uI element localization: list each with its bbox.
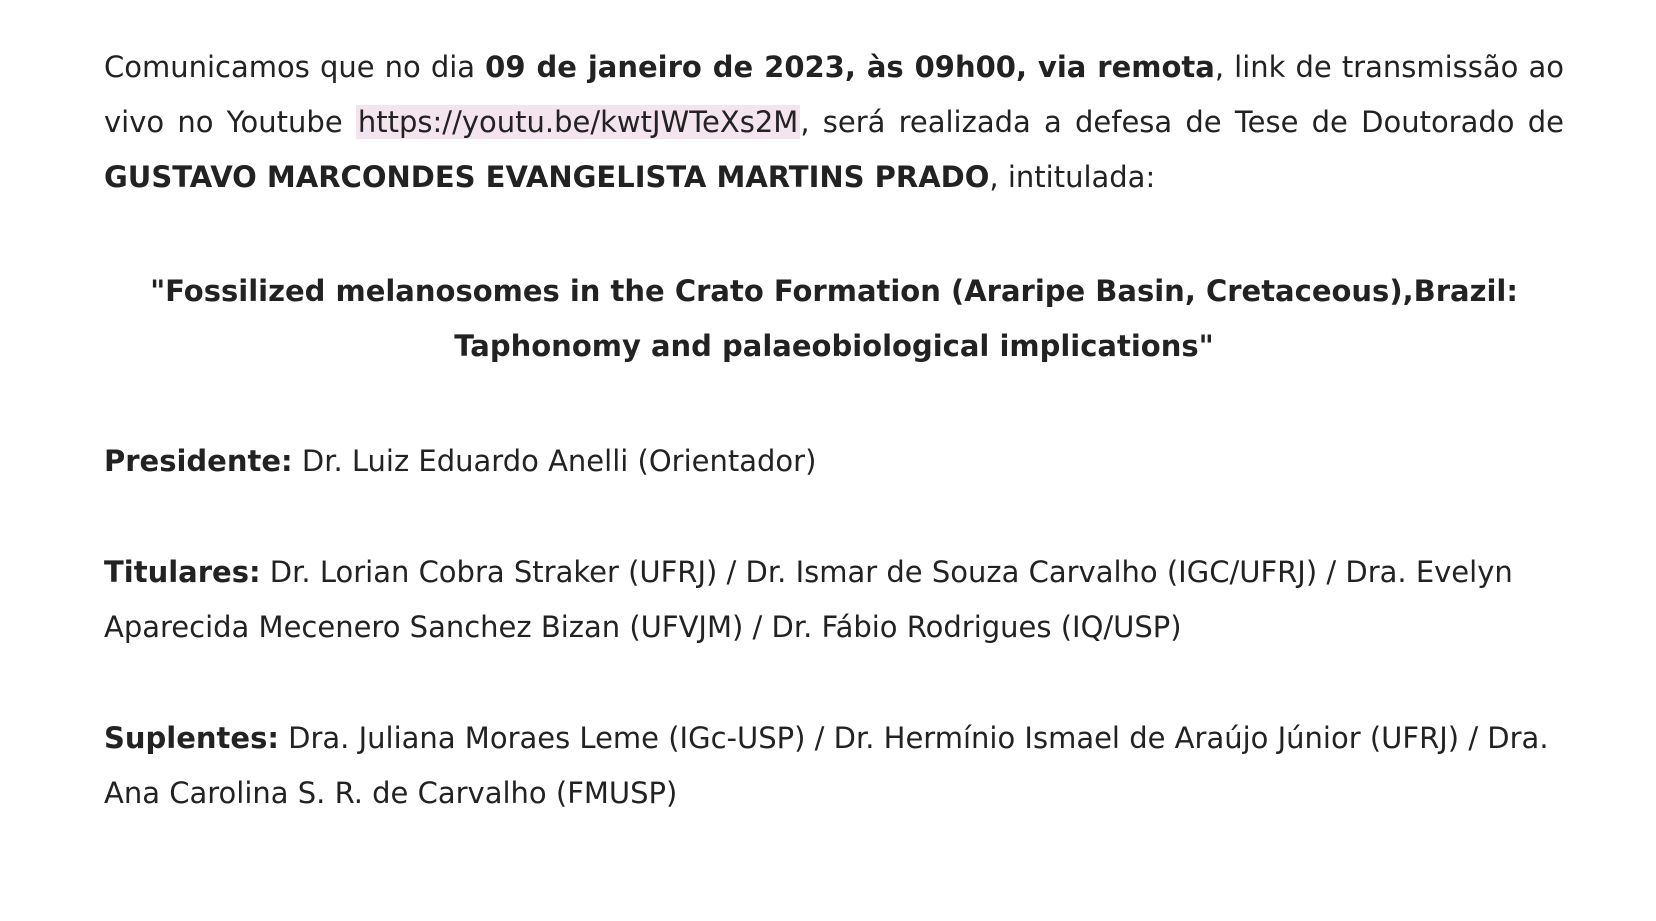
announcement-paragraph bbox=[104, 40, 1564, 205]
presidente-row bbox=[104, 434, 1564, 489]
announcement-text-4: , intitulada: bbox=[989, 160, 1156, 194]
announcement-text-1: Comunicamos que no dia bbox=[104, 50, 486, 84]
youtube-link[interactable]: https://youtu.be/kwtJWTeXs2M bbox=[357, 105, 799, 139]
thesis-title-line-1: "Fossilized melanosomes in the Crato Formation (Araripe Basin, Cretaceous),Brazil: bbox=[150, 274, 1518, 308]
suplentes-value: Dra. Juliana Moraes Leme (IGc-USP) / Dr. Hermínio Ismael de Araújo Júnior (UFRJ) / Dra. Ana Carolina S. R. de Carvalho (FMUSP) bbox=[104, 721, 1549, 810]
defense-date-time: 09 de janeiro de 2023, às 09h00, via remota bbox=[485, 50, 1215, 84]
suplentes-label: Suplentes: bbox=[104, 721, 279, 755]
announcement-text-3: , será realizada a defesa de Tese de Doutorado de bbox=[800, 105, 1564, 139]
suplentes-row bbox=[104, 711, 1564, 821]
thesis-title bbox=[104, 264, 1564, 374]
presidente-label: Presidente: bbox=[104, 444, 293, 478]
titulares-row bbox=[104, 545, 1564, 655]
thesis-title-line-2: Taphonomy and palaeobiological implications" bbox=[454, 329, 1214, 363]
presidente-value: Dr. Luiz Eduardo Anelli (Orientador) bbox=[292, 444, 817, 478]
titulares-value: Dr. Lorian Cobra Straker (UFRJ) / Dr. Ismar de Souza Carvalho (IGC/UFRJ) / Dra. Evelyn Aparecida Mecenero Sanchez Bizan (UFVJM) / Dr. Fábio Rodrigues (IQ/USP) bbox=[104, 555, 1513, 644]
candidate-name: GUSTAVO MARCONDES EVANGELISTA MARTINS PRADO bbox=[104, 160, 990, 194]
document-page bbox=[104, 40, 1564, 821]
announcement-text-2: , link de transmissão ao vivo no Youtube bbox=[104, 50, 1564, 139]
titulares-label: Titulares: bbox=[104, 555, 261, 589]
